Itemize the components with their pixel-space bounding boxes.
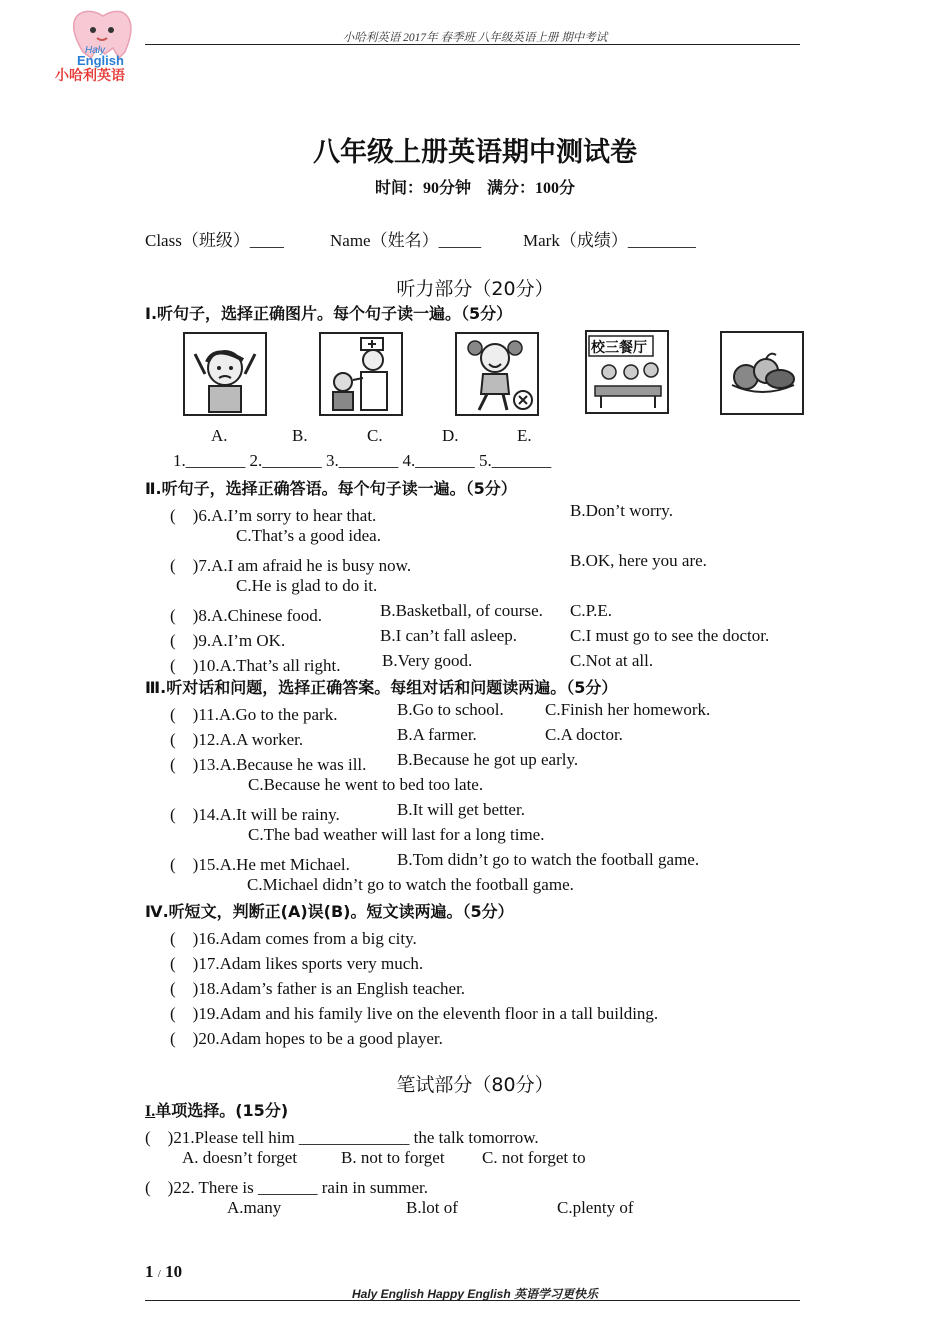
- q10-option-b: B.Very good.: [382, 651, 473, 670]
- q8-option-a: ( )8.A.Chinese food.: [170, 606, 323, 625]
- page-current: 1: [145, 1262, 154, 1281]
- q6-option-a: ( )6.A.I’m sorry to hear that.: [170, 506, 377, 525]
- q13-option-c: C.Because he went to bed too late.: [248, 775, 484, 794]
- writing-part1-title: [145, 1098, 288, 1121]
- q15-option-b: B.Tom didn’t go to watch the football game.: [397, 850, 700, 869]
- q18-statement: ( )18.Adam’s father is an English teacher.: [170, 979, 466, 998]
- q9-option-b: B.I can’t fall asleep.: [380, 626, 518, 645]
- q22-option-c: C.plenty of: [557, 1198, 634, 1217]
- q14-option-b: B.It will get better.: [397, 800, 525, 819]
- q14-option-a: ( )14.A.It will be rainy.: [170, 805, 340, 824]
- q21-option-c: C. not forget to: [482, 1148, 586, 1167]
- tooth-logo-icon: [55, 8, 155, 88]
- writing-heading: 笔试部分（80分）: [396, 1074, 554, 1096]
- q12-option-a: ( )12.A.A worker.: [170, 730, 304, 749]
- picture-d: [585, 330, 669, 414]
- part4-title: Ⅳ.听短文，判断正(A)误(B)。短文读两遍。（5分）: [145, 902, 514, 921]
- q19-statement: ( )19.Adam and his family live on the eleventh floor in a tall building.: [170, 1004, 659, 1023]
- q10-option-a: ( )10.A.That’s all right.: [170, 656, 341, 675]
- q22-stem: ( )22. There is _______ rain in summer.: [145, 1178, 428, 1197]
- answer-blanks-1-5: 1._______ 2._______ 3._______ 4._______ 5._______: [173, 451, 552, 470]
- page-total: 10: [165, 1262, 183, 1281]
- q6-option-b: B.Don’t worry.: [570, 501, 673, 520]
- part2-title: Ⅱ.听句子，选择正确答语。每个句子读一遍。（5分）: [145, 479, 517, 498]
- picture-b: [319, 332, 403, 416]
- listening-heading: 听力部分（20分）: [396, 278, 554, 300]
- writing-part1-label: 单项选择。(15分): [155, 1101, 289, 1120]
- page-header: 小哈利英语 2017年 春季班 八年级英语上册 期中考试: [342, 32, 608, 44]
- q16-statement: ( )16.Adam comes from a big city.: [170, 929, 417, 948]
- picture-label-e: E.: [517, 426, 532, 445]
- exam-title: 八年级上册英语期中测试卷: [313, 137, 637, 167]
- svg-text:English: English: [77, 53, 124, 68]
- page-separator: /: [157, 1268, 161, 1280]
- class-field: Class（班级）____: [145, 231, 284, 250]
- girl-football-icon: [457, 334, 537, 414]
- q13-option-b: B.Because he got up early.: [397, 750, 579, 769]
- writing-part1-number: I.: [145, 1103, 156, 1120]
- picture-label-c: C.: [367, 426, 383, 445]
- q11-option-c: C.Finish her homework.: [545, 700, 711, 719]
- q7-option-b: B.OK, here you are.: [570, 551, 707, 570]
- q7-option-c: C.He is glad to do it.: [236, 576, 378, 595]
- svg-text:Haly: Haly: [85, 45, 106, 56]
- q20-statement: ( )20.Adam hopes to be a good player.: [170, 1029, 443, 1048]
- svg-text:校三餐厅: 校三餐厅: [591, 340, 647, 356]
- picture-label-a: A.: [211, 426, 228, 445]
- q15-option-a: ( )15.A.He met Michael.: [170, 855, 350, 874]
- q14-option-c: C.The bad weather will last for a long time.: [248, 825, 545, 844]
- q13-option-a: ( )13.A.Because he was ill.: [170, 755, 367, 774]
- picture-e: [720, 331, 804, 415]
- q8-option-c: C.P.E.: [570, 601, 613, 620]
- part1-title: Ⅰ.听句子，选择正确图片。每个句子读一遍。（5分）: [145, 304, 513, 323]
- fruit-icon: [722, 333, 802, 413]
- page-number: [145, 1262, 182, 1282]
- q21-option-a: A. doesn’t forget: [182, 1148, 298, 1167]
- picture-label-b: B.: [292, 426, 308, 445]
- q8-option-b: B.Basketball, of course.: [380, 601, 543, 620]
- q21-stem: ( )21.Please tell him _____________ the talk tomorrow.: [145, 1128, 539, 1147]
- q9-option-c: C.I must go to see the doctor.: [570, 626, 770, 645]
- page-footer: Haly English Happy English 英语学习更快乐: [351, 1287, 599, 1301]
- svg-text:小哈利英语: 小哈利英语: [55, 68, 125, 84]
- sick-boy-icon: [185, 334, 265, 414]
- q12-option-b: B.A farmer.: [397, 725, 477, 744]
- q22-option-b: B.lot of: [406, 1198, 458, 1217]
- picture-c: [455, 332, 539, 416]
- q21-option-b: B. not to forget: [341, 1148, 445, 1167]
- header-rule: [145, 44, 800, 45]
- q15-option-c: C.Michael didn’t go to watch the football game.: [247, 875, 574, 894]
- picture-a: [183, 332, 267, 416]
- canteen-icon: [587, 332, 667, 412]
- q11-option-b: B.Go to school.: [397, 700, 504, 719]
- doctor-icon: [321, 334, 401, 414]
- exam-subtitle: 时间：90分钟 满分：100分: [374, 180, 575, 197]
- name-field: Name（姓名）_____: [330, 231, 482, 250]
- q9-option-a: ( )9.A.I’m OK.: [170, 631, 286, 650]
- q7-option-a: ( )7.A.I am afraid he is busy now.: [170, 556, 412, 575]
- q22-option-a: A.many: [227, 1198, 282, 1217]
- mark-field: Mark（成绩）________: [523, 231, 696, 250]
- q12-option-c: C.A doctor.: [545, 725, 623, 744]
- q10-option-c: C.Not at all.: [570, 651, 654, 670]
- q17-statement: ( )17.Adam likes sports very much.: [170, 954, 424, 973]
- part3-title: Ⅲ.听对话和问题，选择正确答案。每组对话和问题读两遍。（5分）: [145, 678, 618, 697]
- picture-label-d: D.: [442, 426, 459, 445]
- haly-english-logo: [55, 8, 155, 88]
- q6-option-c: C.That’s a good idea.: [236, 526, 381, 545]
- q11-option-a: ( )11.A.Go to the park.: [170, 705, 338, 724]
